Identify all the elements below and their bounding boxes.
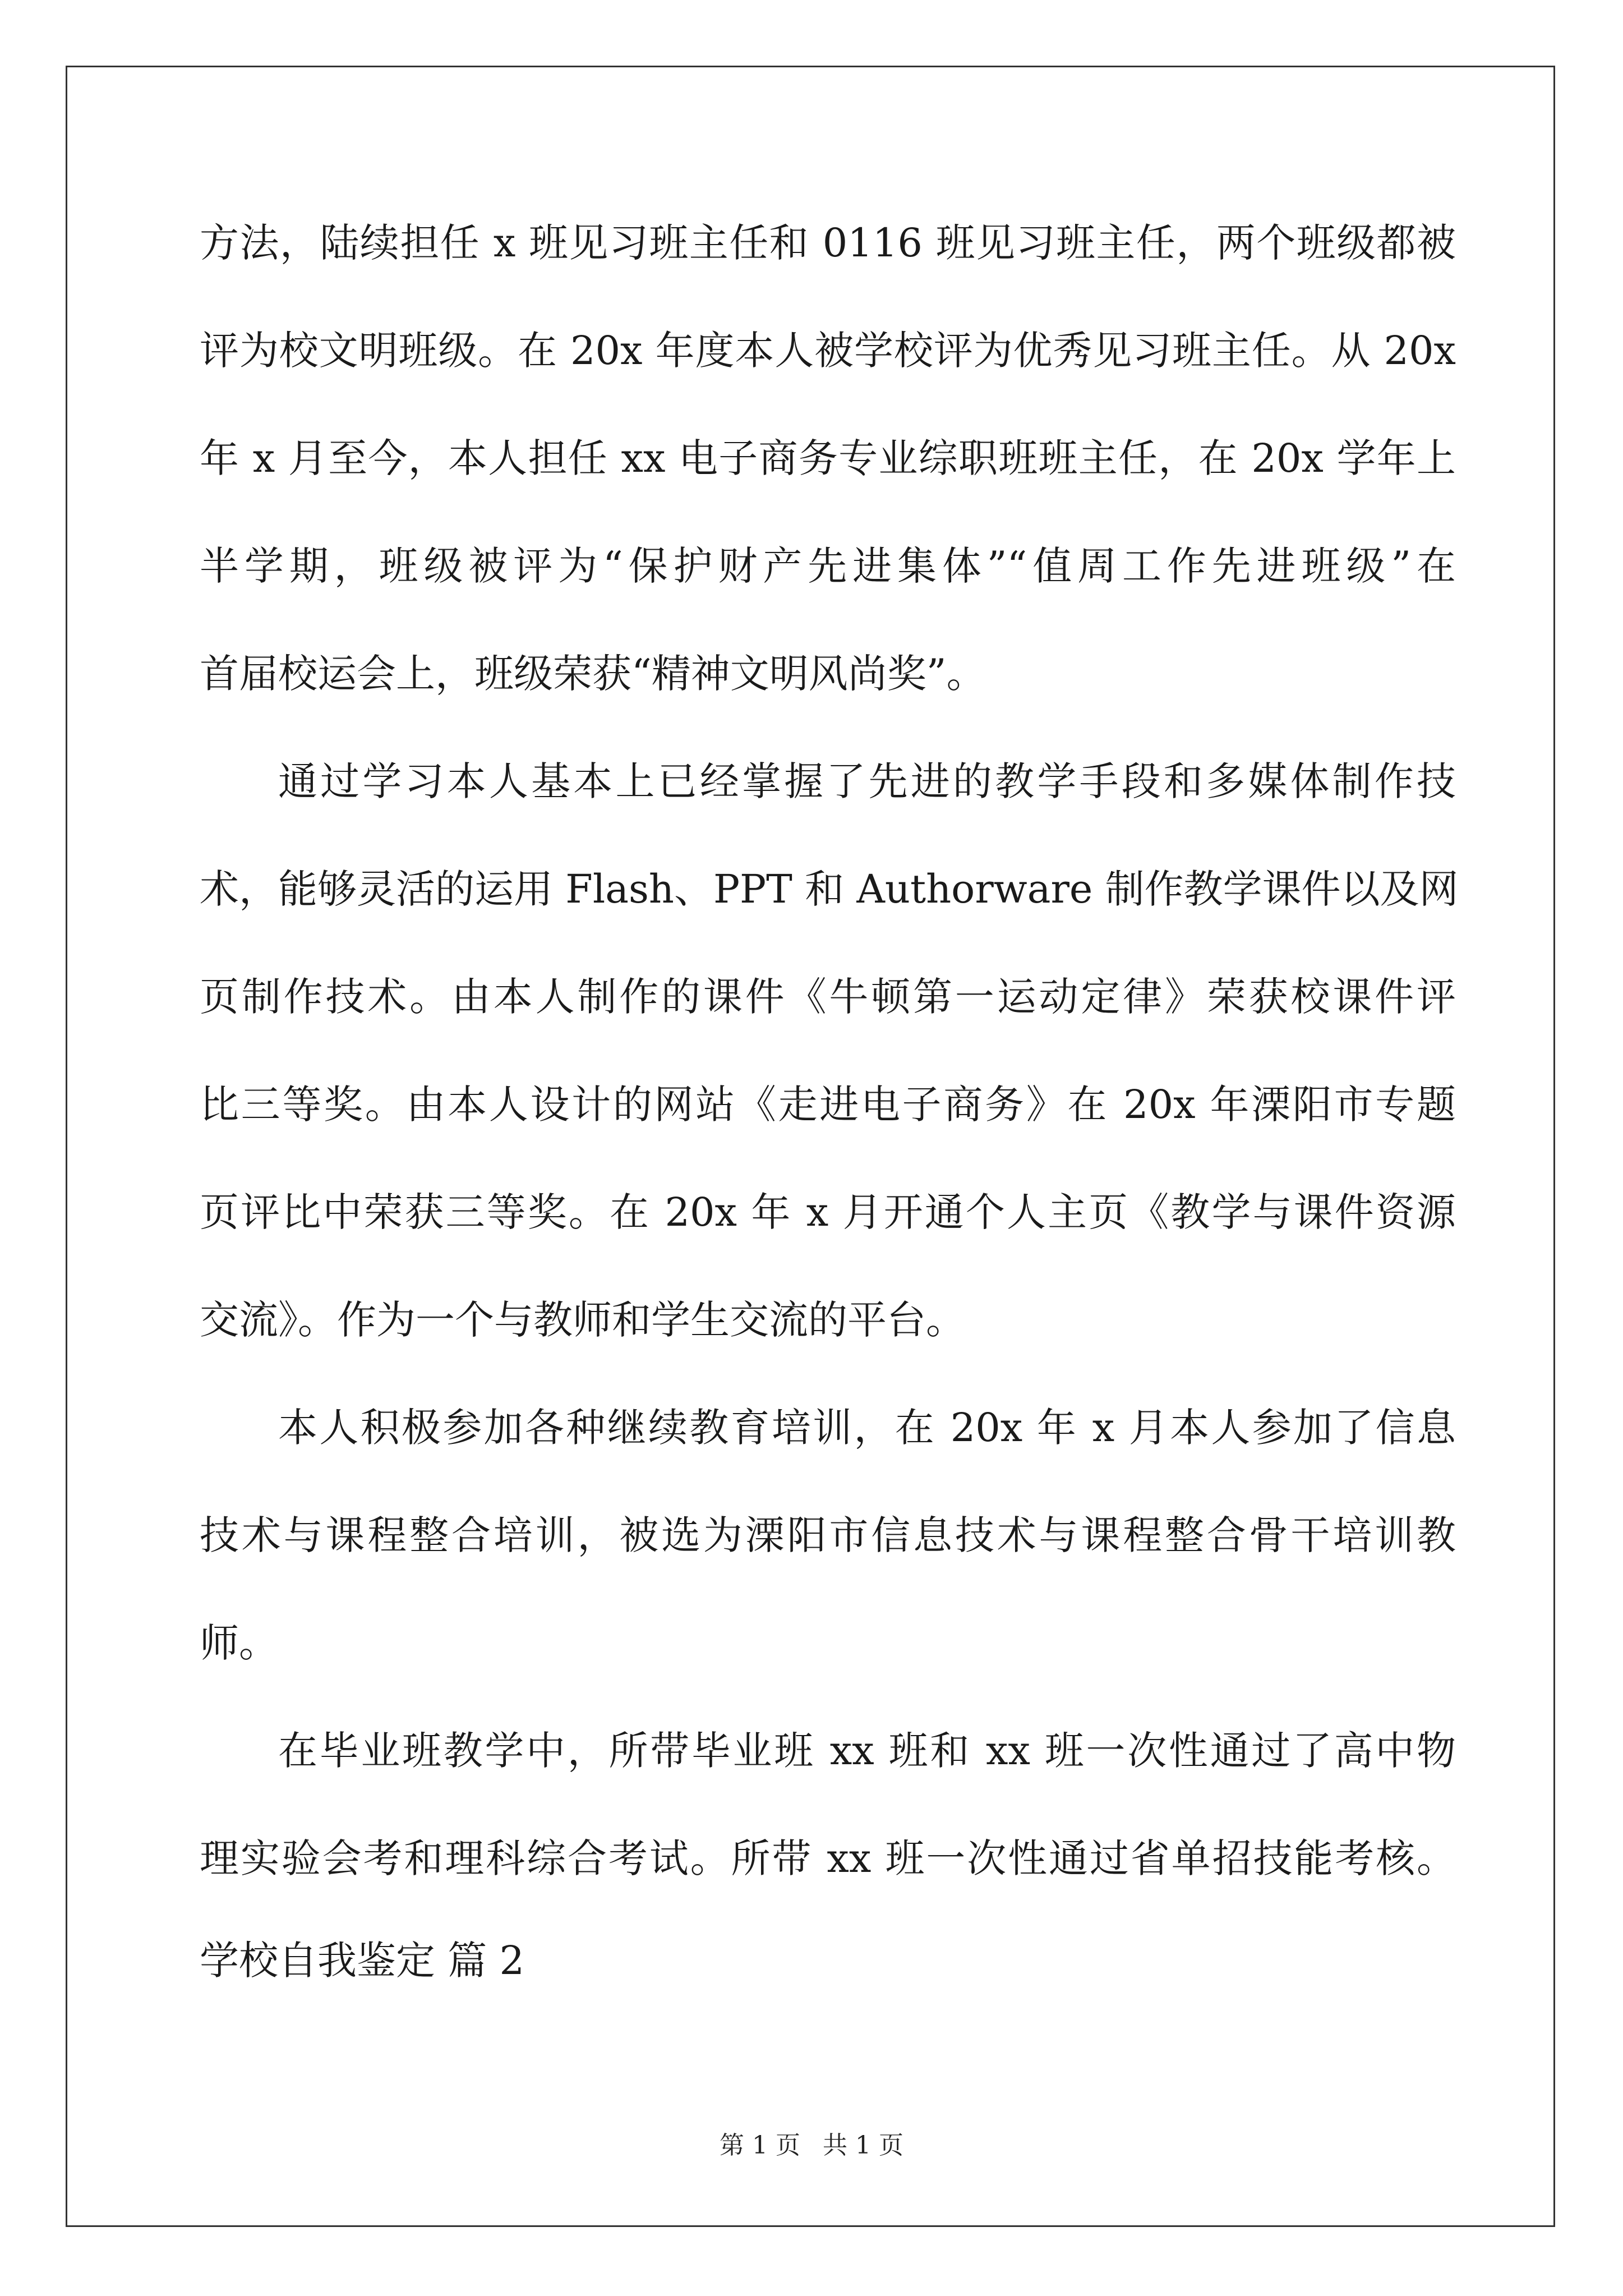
paragraph-2-line-1: 通过学习本人基本上已经掌握了先进的教学手段和多媒体制作技: [278, 758, 1456, 804]
page-total: 共 1 页: [823, 2131, 903, 2160]
paragraph-2-line-5: 页评比中荣获三等奖。在 20x 年 x 月开通个人主页《教学与课件资源: [200, 1189, 1456, 1235]
paragraph-4-line-2: 理实验会考和理科综合考试。所带 xx 班一次性通过省单招技能考核。: [200, 1835, 1456, 1881]
document-body: [200, 189, 1459, 2014]
paragraph-3-line-2: 技术与课程整合培训，被选为溧阳市信息技术与课程整合骨干培训教: [200, 1512, 1456, 1558]
paragraph-2-line-4: 比三等奖。由本人设计的网站《走进电子商务》在 20x 年溧阳市专题: [200, 1082, 1456, 1128]
paragraph-1-line-3: 年 x 月至今，本人担任 xx 电子商务专业综职班班主任，在 20x 学年上: [200, 435, 1456, 481]
paragraph-1-line-2: 评为校文明班级。在 20x 年度本人被学校评为优秀见习班主任。从 20x: [200, 328, 1456, 374]
page-footer: [0, 2125, 1623, 2161]
paragraph-3-line-1: 本人积极参加各种继续教育培训，在 20x 年 x 月本人参加了信息: [278, 1405, 1456, 1451]
paragraph-2-line-6: 交流》。作为一个与教师和学生交流的平台。: [200, 1297, 965, 1343]
paragraph-1-line-1: 方法，陆续担任 x 班见习班主任和 0116 班见习班主任，两个班级都被: [200, 220, 1456, 266]
paragraph-3-line-3: 师。: [200, 1620, 278, 1666]
page-number: 第 1 页: [720, 2131, 800, 2160]
paragraph-4-line-1: 在毕业班教学中，所带毕业班 xx 班和 xx 班一次性通过了高中物: [278, 1728, 1456, 1774]
paragraph-1-line-4: 半学期，班级被评为“保护财产先进集体”“值周工作先进班级”在: [200, 543, 1456, 589]
paragraph-2-line-2: 术，能够灵活的运用 Flash、PPT 和 Authorware 制作教学课件以及网: [200, 866, 1459, 912]
paragraph-1-line-5: 首届校运会上，班级荣获“精神文明风尚奖”。: [200, 651, 986, 697]
section-heading: 学校自我鉴定 篇 2: [200, 1938, 525, 1984]
paragraph-2-line-3: 页制作技术。由本人制作的课件《牛顿第一运动定律》荣获校课件评: [200, 974, 1456, 1020]
